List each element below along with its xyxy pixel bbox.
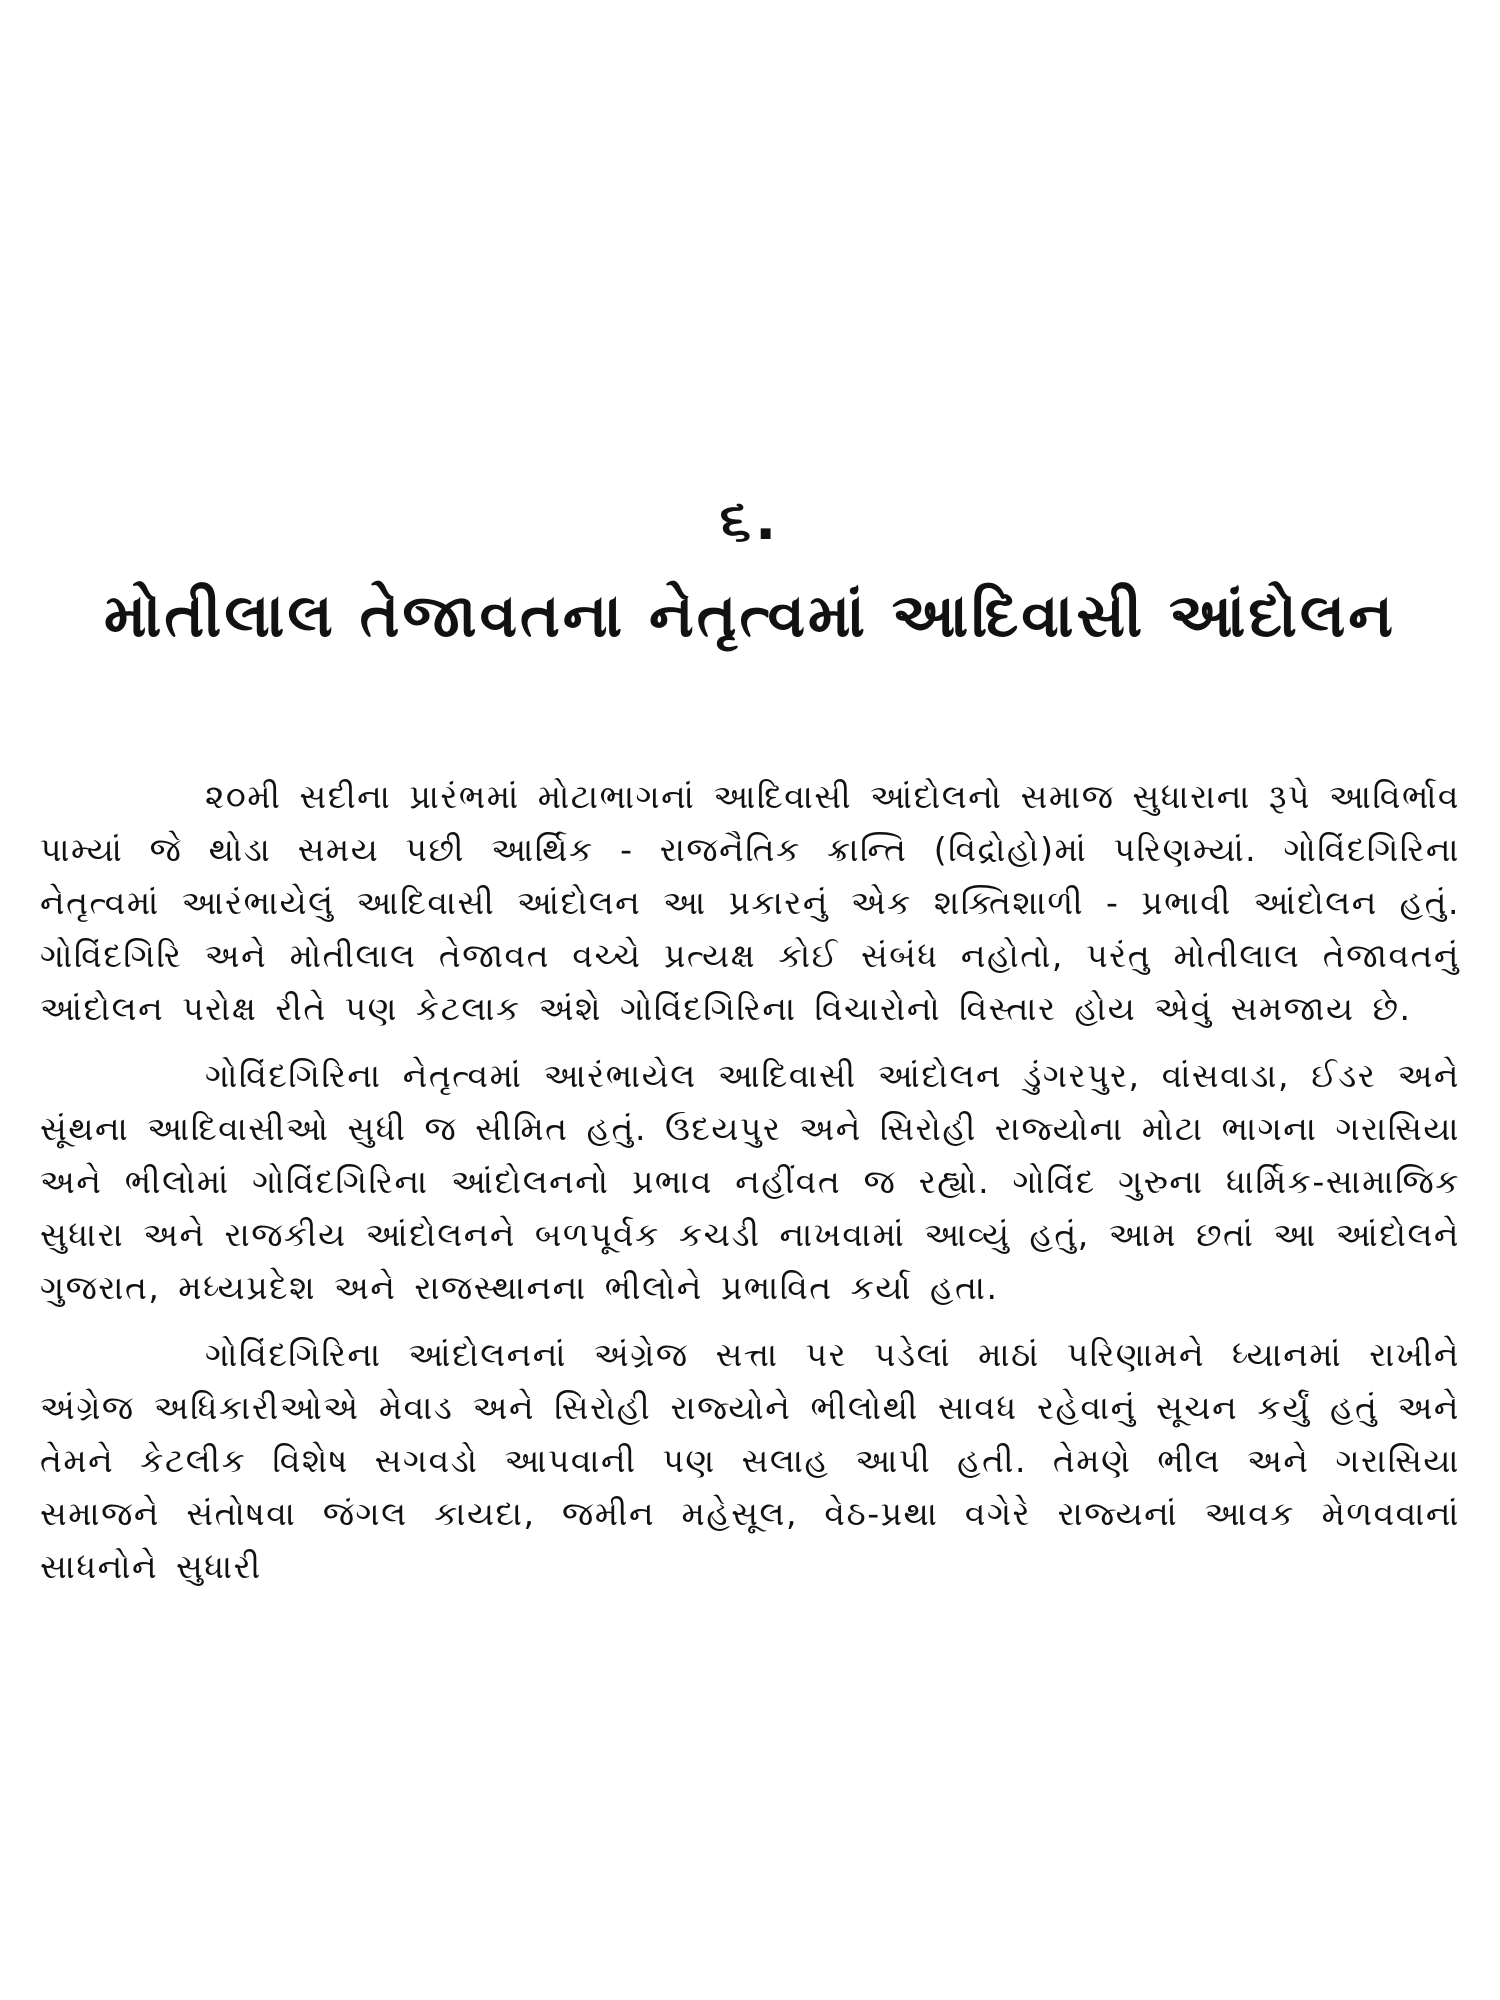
chapter-number: ૬. xyxy=(719,488,781,553)
chapter-title: મોતીલાલ તેજાવતના નેતૃત્વમાં આદિવાસી આંદોલન xyxy=(104,581,1396,651)
paragraph: ૨૦મી સદીના પ્રારંભમાં મોટાભાગનાં આદિવાસી આંદોલનો સમાજ સુધારાના રૂપે આવિર્ભાવ પામ્યાં જે થોડા સમય પછી આર્થિક - રાજનૈતિક ક્રાન્તિ (વિદ્રોહો)માં પરિણમ્યાં. ગોવિંદગિરિના નેતૃત્વમાં આરંભાયેલું આદિવાસી આંદોલન આ પ્રકારનું એક શક્તિશાળી - પ્રભાવી આંદોલન હતું. ગોવિંદગિરિ અને મોતીલાલ તેજાવત વચ્ચે પ્રત્યક્ષ કોઈ સંબંધ નહોતો, પરંતુ મોતીલાલ તેજાવતનું આંદોલન પરોક્ષ રીતે પણ કેટલાક અંશે ગોવિંદગિરિના વિચારોનો વિસ્તાર હોય એવું સમજાય છે. xyxy=(40,777,1460,1028)
paragraph: ગોવિંદગિરિના આંદોલનનાં અંગ્રેજ સત્તા પર પડેલાં માઠાં પરિણામને ધ્યાનમાં રાખીને અંગ્રેજ અધિકારીઓએ મેવાડ અને સિરોહી રાજ્યોને ભીલોથી સાવધ રહેવાનું સૂચન કર્યું હતું અને તેમને કેટલીક વિશેષ સગવડો આપવાની પણ સલાહ આપી હતી. તેમણે ભીલ અને ગરાસિયા સમાજને સંતોષવા જંગલ કાયદા, જમીન મહેસૂલ, વેઠ-પ્રથા વગેરે રાજ્યનાં આવક મેળવવાનાં સાધનોને સુધારી xyxy=(40,1335,1460,1586)
paragraph: ગોવિંદગિરિના નેતૃત્વમાં આરંભાયેલ આદિવાસી આંદોલન ડુંગરપુર, વાંસવાડા, ઈડર અને સૂંથના આદિવાસીઓ સુધી જ સીમિત હતું. ઉદયપુર અને સિરોહી રાજ્યોના મોટા ભાગના ગરાસિયા અને ભીલોમાં ગોવિંદગિરિના આંદોલનનો પ્રભાવ નહીંવત જ રહ્યો. ગોવિંદ ગુરુના ધાર્મિક-સામાજિક સુધારા અને રાજકીય આંદોલનને બળપૂર્વક કચડી નાખવામાં આવ્યું હતું, આમ છતાં આ આંદોલને ગુજરાત, મધ્યપ્રદેશ અને રાજસ્થાનના ભીલોને પ્રભાવિત કર્યા હતા. xyxy=(40,1056,1460,1307)
chapter-body xyxy=(40,770,1460,1607)
